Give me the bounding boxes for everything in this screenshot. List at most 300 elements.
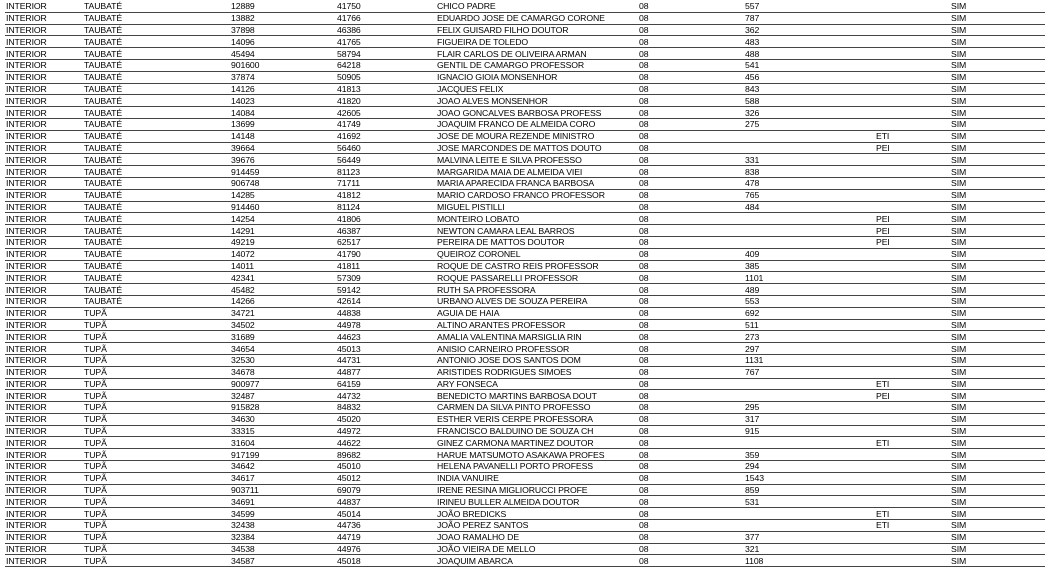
cell-municipality: TAUBATÉ: [83, 95, 230, 107]
cell-region: INTERIOR: [5, 24, 83, 36]
cell-cie-code: 45494: [230, 48, 336, 60]
cell-de-code: 08: [638, 484, 744, 496]
cell-program: [832, 354, 950, 366]
cell-program: [832, 331, 950, 343]
table-row: [5, 366, 1045, 378]
cell-region: INTERIOR: [5, 48, 83, 60]
cell-municipality: TAUBATÉ: [83, 154, 230, 166]
cell-count: 859: [744, 484, 832, 496]
cell-cie-code: 14072: [230, 248, 336, 260]
cell-status: SIM: [950, 484, 1045, 496]
table-row: [5, 48, 1045, 60]
cell-region: INTERIOR: [5, 189, 83, 201]
table-row: [5, 260, 1045, 272]
cell-de-code: 08: [638, 496, 744, 508]
cell-school-name: MARIA APARECIDA FRANCA BARBOSA: [436, 177, 638, 189]
cell-de-code: 08: [638, 331, 744, 343]
cell-count: 767: [744, 366, 832, 378]
cell-municipality: TAUBATÉ: [83, 48, 230, 60]
cell-cie-code: 39676: [230, 154, 336, 166]
cell-de-code: 08: [638, 378, 744, 390]
table-row: [5, 461, 1045, 473]
cell-de-code: 08: [638, 118, 744, 130]
cell-status: SIM: [950, 95, 1045, 107]
cell-school-name: JOÃO VIEIRA DE MELLO: [436, 543, 638, 555]
cell-region: INTERIOR: [5, 449, 83, 461]
cell-cie-code: 901600: [230, 59, 336, 71]
cell-count: 483: [744, 36, 832, 48]
cell-status: SIM: [950, 59, 1045, 71]
cell-count: 557: [744, 1, 832, 12]
cell-unit-code: 41806: [336, 213, 436, 225]
cell-status: SIM: [950, 260, 1045, 272]
cell-de-code: 08: [638, 201, 744, 213]
cell-program: PEI: [832, 236, 950, 248]
table-row: [5, 354, 1045, 366]
cell-school-name: HARUE MATSUMOTO ASAKAWA PROFES: [436, 449, 638, 461]
cell-de-code: 08: [638, 236, 744, 248]
cell-unit-code: 71711: [336, 177, 436, 189]
cell-unit-code: 44978: [336, 319, 436, 331]
cell-school-name: MARGARIDA MAIA DE ALMEIDA VIEI: [436, 166, 638, 178]
table-row: [5, 508, 1045, 520]
table-row: [5, 272, 1045, 284]
cell-status: SIM: [950, 496, 1045, 508]
cell-school-name: ARY FONSECA: [436, 378, 638, 390]
cell-unit-code: 57309: [336, 272, 436, 284]
cell-school-name: MALVINA LEITE E SILVA PROFESSO: [436, 154, 638, 166]
cell-de-code: 08: [638, 225, 744, 237]
cell-school-name: JOAO ALVES MONSENHOR: [436, 95, 638, 107]
cell-count: [744, 142, 832, 154]
cell-status: SIM: [950, 366, 1045, 378]
cell-status: SIM: [950, 24, 1045, 36]
cell-cie-code: 34630: [230, 413, 336, 425]
table-body: [5, 1, 1045, 567]
cell-count: [744, 390, 832, 402]
cell-region: INTERIOR: [5, 1, 83, 12]
cell-cie-code: 34617: [230, 472, 336, 484]
cell-count: 359: [744, 449, 832, 461]
cell-program: [832, 12, 950, 24]
cell-status: SIM: [950, 319, 1045, 331]
cell-school-name: JOAO GONCALVES BARBOSA PROFESS: [436, 107, 638, 119]
cell-count: 385: [744, 260, 832, 272]
cell-count: [744, 437, 832, 449]
cell-de-code: 08: [638, 48, 744, 60]
cell-region: INTERIOR: [5, 484, 83, 496]
cell-program: [832, 71, 950, 83]
cell-cie-code: 914459: [230, 166, 336, 178]
cell-municipality: TAUBATÉ: [83, 1, 230, 12]
cell-unit-code: 41692: [336, 130, 436, 142]
cell-de-code: 08: [638, 319, 744, 331]
table-row: [5, 319, 1045, 331]
table-row: [5, 142, 1045, 154]
cell-de-code: 08: [638, 555, 744, 567]
cell-unit-code: 42605: [336, 107, 436, 119]
cell-program: [832, 472, 950, 484]
cell-status: SIM: [950, 83, 1045, 95]
cell-cie-code: 34654: [230, 343, 336, 355]
cell-program: [832, 248, 950, 260]
cell-school-name: ANISIO CARNEIRO PROFESSOR: [436, 343, 638, 355]
cell-de-code: 08: [638, 130, 744, 142]
cell-municipality: TUPÃ: [83, 508, 230, 520]
cell-region: INTERIOR: [5, 496, 83, 508]
cell-region: INTERIOR: [5, 390, 83, 402]
cell-program: [832, 95, 950, 107]
cell-school-name: QUEIROZ CORONEL: [436, 248, 638, 260]
cell-status: SIM: [950, 71, 1045, 83]
cell-unit-code: 59142: [336, 284, 436, 296]
cell-status: SIM: [950, 543, 1045, 555]
cell-unit-code: 62517: [336, 236, 436, 248]
cell-region: INTERIOR: [5, 343, 83, 355]
cell-cie-code: 14148: [230, 130, 336, 142]
cell-school-name: FLAIR CARLOS DE OLIVEIRA ARMAN: [436, 48, 638, 60]
cell-cie-code: 14254: [230, 213, 336, 225]
cell-municipality: TUPÃ: [83, 307, 230, 319]
cell-count: 1543: [744, 472, 832, 484]
cell-school-name: IRINEU BULLER ALMEIDA DOUTOR: [436, 496, 638, 508]
cell-region: INTERIOR: [5, 36, 83, 48]
cell-cie-code: 45482: [230, 284, 336, 296]
cell-count: 1101: [744, 272, 832, 284]
cell-status: SIM: [950, 36, 1045, 48]
cell-municipality: TAUBATÉ: [83, 166, 230, 178]
cell-region: INTERIOR: [5, 284, 83, 296]
table-row: [5, 225, 1045, 237]
cell-school-name: CARMEN DA SILVA PINTO PROFESSO: [436, 402, 638, 414]
cell-status: SIM: [950, 461, 1045, 473]
table-row: [5, 331, 1045, 343]
cell-municipality: TAUBATÉ: [83, 130, 230, 142]
cell-program: [832, 343, 950, 355]
cell-region: INTERIOR: [5, 461, 83, 473]
cell-status: SIM: [950, 343, 1045, 355]
cell-program: ETI: [832, 437, 950, 449]
cell-count: 317: [744, 413, 832, 425]
cell-de-code: 08: [638, 12, 744, 24]
cell-count: [744, 213, 832, 225]
cell-municipality: TUPÃ: [83, 472, 230, 484]
cell-municipality: TAUBATÉ: [83, 248, 230, 260]
cell-unit-code: 45014: [336, 508, 436, 520]
table-row: [5, 248, 1045, 260]
cell-status: SIM: [950, 189, 1045, 201]
table-row: [5, 531, 1045, 543]
cell-cie-code: 34721: [230, 307, 336, 319]
table-row: [5, 83, 1045, 95]
cell-region: INTERIOR: [5, 531, 83, 543]
cell-region: INTERIOR: [5, 213, 83, 225]
cell-program: [832, 48, 950, 60]
cell-program: [832, 402, 950, 414]
cell-region: INTERIOR: [5, 272, 83, 284]
cell-de-code: 08: [638, 366, 744, 378]
table-row: [5, 402, 1045, 414]
cell-de-code: 08: [638, 107, 744, 119]
cell-program: [832, 496, 950, 508]
cell-school-name: ARISTIDES RODRIGUES SIMOES: [436, 366, 638, 378]
table-row: [5, 71, 1045, 83]
cell-de-code: 08: [638, 189, 744, 201]
cell-school-name: MARIO CARDOSO FRANCO PROFESSOR: [436, 189, 638, 201]
cell-status: SIM: [950, 177, 1045, 189]
cell-unit-code: 45012: [336, 472, 436, 484]
cell-region: INTERIOR: [5, 366, 83, 378]
cell-municipality: TUPÃ: [83, 390, 230, 402]
cell-status: SIM: [950, 437, 1045, 449]
cell-municipality: TUPÃ: [83, 555, 230, 567]
table-row: [5, 343, 1045, 355]
cell-program: [832, 83, 950, 95]
cell-cie-code: 14084: [230, 107, 336, 119]
cell-count: 362: [744, 24, 832, 36]
cell-municipality: TUPÃ: [83, 531, 230, 543]
cell-region: INTERIOR: [5, 413, 83, 425]
cell-de-code: 08: [638, 1, 744, 12]
cell-count: 377: [744, 531, 832, 543]
cell-status: SIM: [950, 248, 1045, 260]
cell-count: 692: [744, 307, 832, 319]
cell-municipality: TAUBATÉ: [83, 260, 230, 272]
cell-de-code: 08: [638, 83, 744, 95]
cell-status: SIM: [950, 107, 1045, 119]
cell-de-code: 08: [638, 307, 744, 319]
cell-cie-code: 34538: [230, 543, 336, 555]
cell-school-name: GINEZ CARMONA MARTINEZ DOUTOR: [436, 437, 638, 449]
cell-count: 838: [744, 166, 832, 178]
cell-cie-code: 914460: [230, 201, 336, 213]
cell-school-name: AGUIA DE HAIA: [436, 307, 638, 319]
cell-cie-code: 32438: [230, 520, 336, 532]
cell-school-name: ROQUE PASSARELLI PROFESSOR: [436, 272, 638, 284]
cell-status: SIM: [950, 390, 1045, 402]
cell-cie-code: 34599: [230, 508, 336, 520]
cell-program: [832, 36, 950, 48]
cell-program: [832, 307, 950, 319]
cell-de-code: 08: [638, 354, 744, 366]
cell-program: [832, 555, 950, 567]
cell-unit-code: 56449: [336, 154, 436, 166]
cell-program: [832, 284, 950, 296]
cell-municipality: TAUBATÉ: [83, 213, 230, 225]
cell-cie-code: 14291: [230, 225, 336, 237]
cell-program: [832, 484, 950, 496]
cell-de-code: 08: [638, 248, 744, 260]
table-row: [5, 437, 1045, 449]
cell-school-name: JOAO RAMALHO DE: [436, 531, 638, 543]
cell-status: SIM: [950, 449, 1045, 461]
cell-count: 531: [744, 496, 832, 508]
cell-program: [832, 319, 950, 331]
cell-program: [832, 118, 950, 130]
cell-cie-code: 32530: [230, 354, 336, 366]
table-row: [5, 36, 1045, 48]
cell-cie-code: 915828: [230, 402, 336, 414]
cell-school-name: ESTHER VERIS CERPE PROFESSORA: [436, 413, 638, 425]
cell-region: INTERIOR: [5, 378, 83, 390]
cell-de-code: 08: [638, 295, 744, 307]
cell-municipality: TUPÃ: [83, 366, 230, 378]
cell-cie-code: 12889: [230, 1, 336, 12]
cell-unit-code: 44838: [336, 307, 436, 319]
cell-de-code: 08: [638, 272, 744, 284]
cell-unit-code: 44731: [336, 354, 436, 366]
cell-unit-code: 41812: [336, 189, 436, 201]
cell-status: SIM: [950, 142, 1045, 154]
cell-municipality: TAUBATÉ: [83, 71, 230, 83]
cell-cie-code: 14023: [230, 95, 336, 107]
cell-municipality: TUPÃ: [83, 543, 230, 555]
cell-municipality: TAUBATÉ: [83, 83, 230, 95]
cell-count: 456: [744, 71, 832, 83]
cell-de-code: 08: [638, 531, 744, 543]
cell-cie-code: 14011: [230, 260, 336, 272]
cell-municipality: TAUBATÉ: [83, 201, 230, 213]
cell-cie-code: 32487: [230, 390, 336, 402]
cell-count: 511: [744, 319, 832, 331]
cell-de-code: 08: [638, 142, 744, 154]
cell-school-name: NEWTON CAMARA LEAL BARROS: [436, 225, 638, 237]
cell-region: INTERIOR: [5, 508, 83, 520]
cell-count: [744, 130, 832, 142]
cell-unit-code: 41820: [336, 95, 436, 107]
cell-program: [832, 107, 950, 119]
cell-program: [832, 260, 950, 272]
table-row: [5, 472, 1045, 484]
cell-region: INTERIOR: [5, 260, 83, 272]
table-row: [5, 307, 1045, 319]
cell-count: 295: [744, 402, 832, 414]
cell-program: PEI: [832, 390, 950, 402]
cell-municipality: TAUBATÉ: [83, 272, 230, 284]
cell-region: INTERIOR: [5, 201, 83, 213]
cell-status: SIM: [950, 130, 1045, 142]
cell-cie-code: 39664: [230, 142, 336, 154]
cell-region: INTERIOR: [5, 307, 83, 319]
cell-region: INTERIOR: [5, 555, 83, 567]
cell-program: [832, 1, 950, 12]
schools-table: [5, 1, 1045, 567]
cell-school-name: EDUARDO JOSE DE CAMARGO CORONE: [436, 12, 638, 24]
cell-municipality: TAUBATÉ: [83, 295, 230, 307]
table-row: [5, 378, 1045, 390]
cell-unit-code: 44837: [336, 496, 436, 508]
cell-de-code: 08: [638, 71, 744, 83]
cell-municipality: TAUBATÉ: [83, 236, 230, 248]
cell-school-name: JOÃO BREDICKS: [436, 508, 638, 520]
cell-cie-code: 13699: [230, 118, 336, 130]
cell-cie-code: 34502: [230, 319, 336, 331]
cell-status: SIM: [950, 555, 1045, 567]
cell-municipality: TUPÃ: [83, 378, 230, 390]
cell-school-name: CHICO PADRE: [436, 1, 638, 12]
cell-program: [832, 166, 950, 178]
cell-school-name: JOAQUIM ABARCA: [436, 555, 638, 567]
cell-municipality: TAUBATÉ: [83, 59, 230, 71]
cell-program: [832, 201, 950, 213]
cell-unit-code: 44736: [336, 520, 436, 532]
cell-unit-code: 46387: [336, 225, 436, 237]
cell-count: 915: [744, 425, 832, 437]
cell-school-name: BENEDICTO MARTINS BARBOSA DOUT: [436, 390, 638, 402]
cell-unit-code: 42614: [336, 295, 436, 307]
cell-status: SIM: [950, 413, 1045, 425]
table-row: [5, 95, 1045, 107]
cell-program: [832, 295, 950, 307]
cell-cie-code: 37898: [230, 24, 336, 36]
cell-region: INTERIOR: [5, 177, 83, 189]
cell-unit-code: 41790: [336, 248, 436, 260]
cell-region: INTERIOR: [5, 425, 83, 437]
cell-count: 787: [744, 12, 832, 24]
table-row: [5, 484, 1045, 496]
cell-de-code: 08: [638, 508, 744, 520]
table-row: [5, 177, 1045, 189]
table-row: [5, 59, 1045, 71]
cell-cie-code: 49219: [230, 236, 336, 248]
cell-program: [832, 154, 950, 166]
cell-region: INTERIOR: [5, 331, 83, 343]
cell-count: [744, 378, 832, 390]
cell-cie-code: 37874: [230, 71, 336, 83]
cell-status: SIM: [950, 378, 1045, 390]
table-row: [5, 295, 1045, 307]
cell-municipality: TAUBATÉ: [83, 225, 230, 237]
cell-unit-code: 41750: [336, 1, 436, 12]
cell-unit-code: 41811: [336, 260, 436, 272]
cell-municipality: TAUBATÉ: [83, 177, 230, 189]
cell-region: INTERIOR: [5, 107, 83, 119]
cell-program: ETI: [832, 520, 950, 532]
cell-municipality: TUPÃ: [83, 496, 230, 508]
cell-municipality: TUPÃ: [83, 319, 230, 331]
cell-unit-code: 50905: [336, 71, 436, 83]
cell-unit-code: 45010: [336, 461, 436, 473]
table-row: [5, 425, 1045, 437]
cell-status: SIM: [950, 425, 1045, 437]
cell-unit-code: 45018: [336, 555, 436, 567]
cell-de-code: 08: [638, 413, 744, 425]
cell-de-code: 08: [638, 437, 744, 449]
cell-count: 489: [744, 284, 832, 296]
cell-count: 326: [744, 107, 832, 119]
cell-school-name: IGNACIO GIOIA MONSENHOR: [436, 71, 638, 83]
cell-region: INTERIOR: [5, 59, 83, 71]
cell-unit-code: 58794: [336, 48, 436, 60]
cell-municipality: TAUBATÉ: [83, 142, 230, 154]
cell-count: [744, 225, 832, 237]
cell-region: INTERIOR: [5, 472, 83, 484]
cell-unit-code: 89682: [336, 449, 436, 461]
cell-status: SIM: [950, 154, 1045, 166]
cell-count: 588: [744, 95, 832, 107]
cell-program: ETI: [832, 130, 950, 142]
cell-count: 321: [744, 543, 832, 555]
cell-status: SIM: [950, 520, 1045, 532]
cell-program: [832, 425, 950, 437]
cell-cie-code: 34691: [230, 496, 336, 508]
cell-unit-code: 44877: [336, 366, 436, 378]
table-row: [5, 154, 1045, 166]
cell-program: [832, 461, 950, 473]
cell-unit-code: 44622: [336, 437, 436, 449]
cell-region: INTERIOR: [5, 130, 83, 142]
cell-status: SIM: [950, 225, 1045, 237]
